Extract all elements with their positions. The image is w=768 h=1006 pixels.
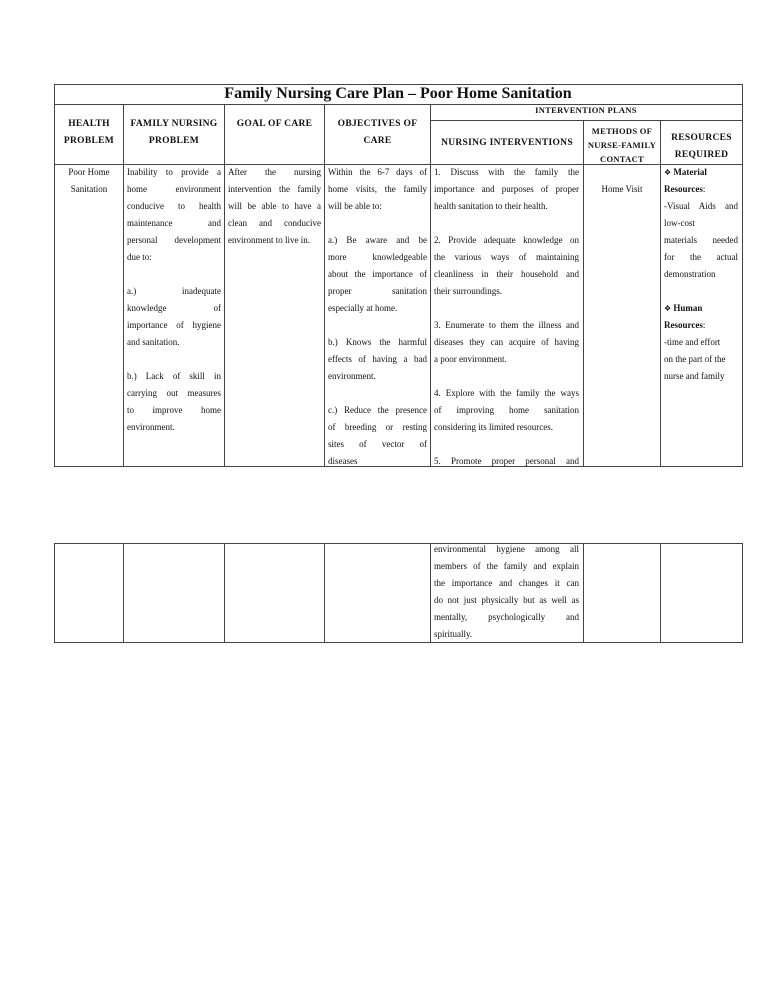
cell-nursing-interventions: 1. Discuss with the family the importance and purposes of proper health sanitation to their health. 2. Provide adequate knowledge on the various ways of maintaining cleanliness in their household and their surroundings. 3. Enumerate to them the illness and diseases they can acquire of having a poor environment. 4. Explore with the family the ways of improving home sanitation considering its limited resources. 5. Promote proper personal and — [434, 167, 579, 466]
header-methods-of-contact: METHODS OF NURSE-FAMILY CONTACT — [587, 126, 657, 164]
header-intervention-plans: INTERVENTION PLANS — [535, 105, 637, 115]
header-family-nursing-problem: FAMILY NURSING PROBLEM — [130, 119, 218, 146]
cell-methods-of-contact: Home Visit — [601, 184, 643, 194]
cell-goal-of-care: After the nursing intervention the family will be able to have a clean and conducive environment to live in. — [228, 167, 321, 245]
document-title: Family Nursing Care Plan – Poor Home Sanitation — [224, 85, 572, 102]
header-health-problem: HEALTH PROBLEM — [63, 119, 115, 146]
cell-family-nursing-problem: Inability to provide a home environment conducive to health maintenance and personal development due to: a.) inadequate knowledge of importance of hygiene and sanitation. b.) Lack of skill in carrying out measures to improve home environment. — [127, 167, 221, 432]
cell-resources-required: ❖ Material Resources: -Visual Aids and low-cost materials needed for the actual demonstration ❖ Human Resources: -time and effort on the part of the nurse and family — [664, 167, 738, 381]
cell-objectives-of-care: Within the 6-7 days of home visits, the family will be able to: a.) Be aware and be more knowledgeable about the importance of proper sanitation especially at home. b.) Knows the harmful effects of having a bad environment. c.) Reduce the presence of breeding or resting sites of vector of diseases — [328, 167, 427, 466]
cell-health-problem: Poor Home Sanitation — [68, 167, 110, 194]
header-nursing-interventions: NURSING INTERVENTIONS — [441, 138, 573, 148]
header-objectives-of-care: OBJECTIVES OF CARE — [337, 119, 418, 146]
diamond-bullet-icon: ❖ — [664, 168, 672, 177]
diamond-bullet-icon: ❖ — [664, 304, 672, 313]
header-resources-required: RESOURCES REQUIRED — [671, 133, 732, 160]
cell-interventions-continued: environmental hygiene among all members of the family and explain the importance and changes it can do not just physically but as well as mentally, psychologically and spiritually. — [434, 544, 579, 639]
header-goal-of-care: GOAL OF CARE — [236, 119, 313, 129]
